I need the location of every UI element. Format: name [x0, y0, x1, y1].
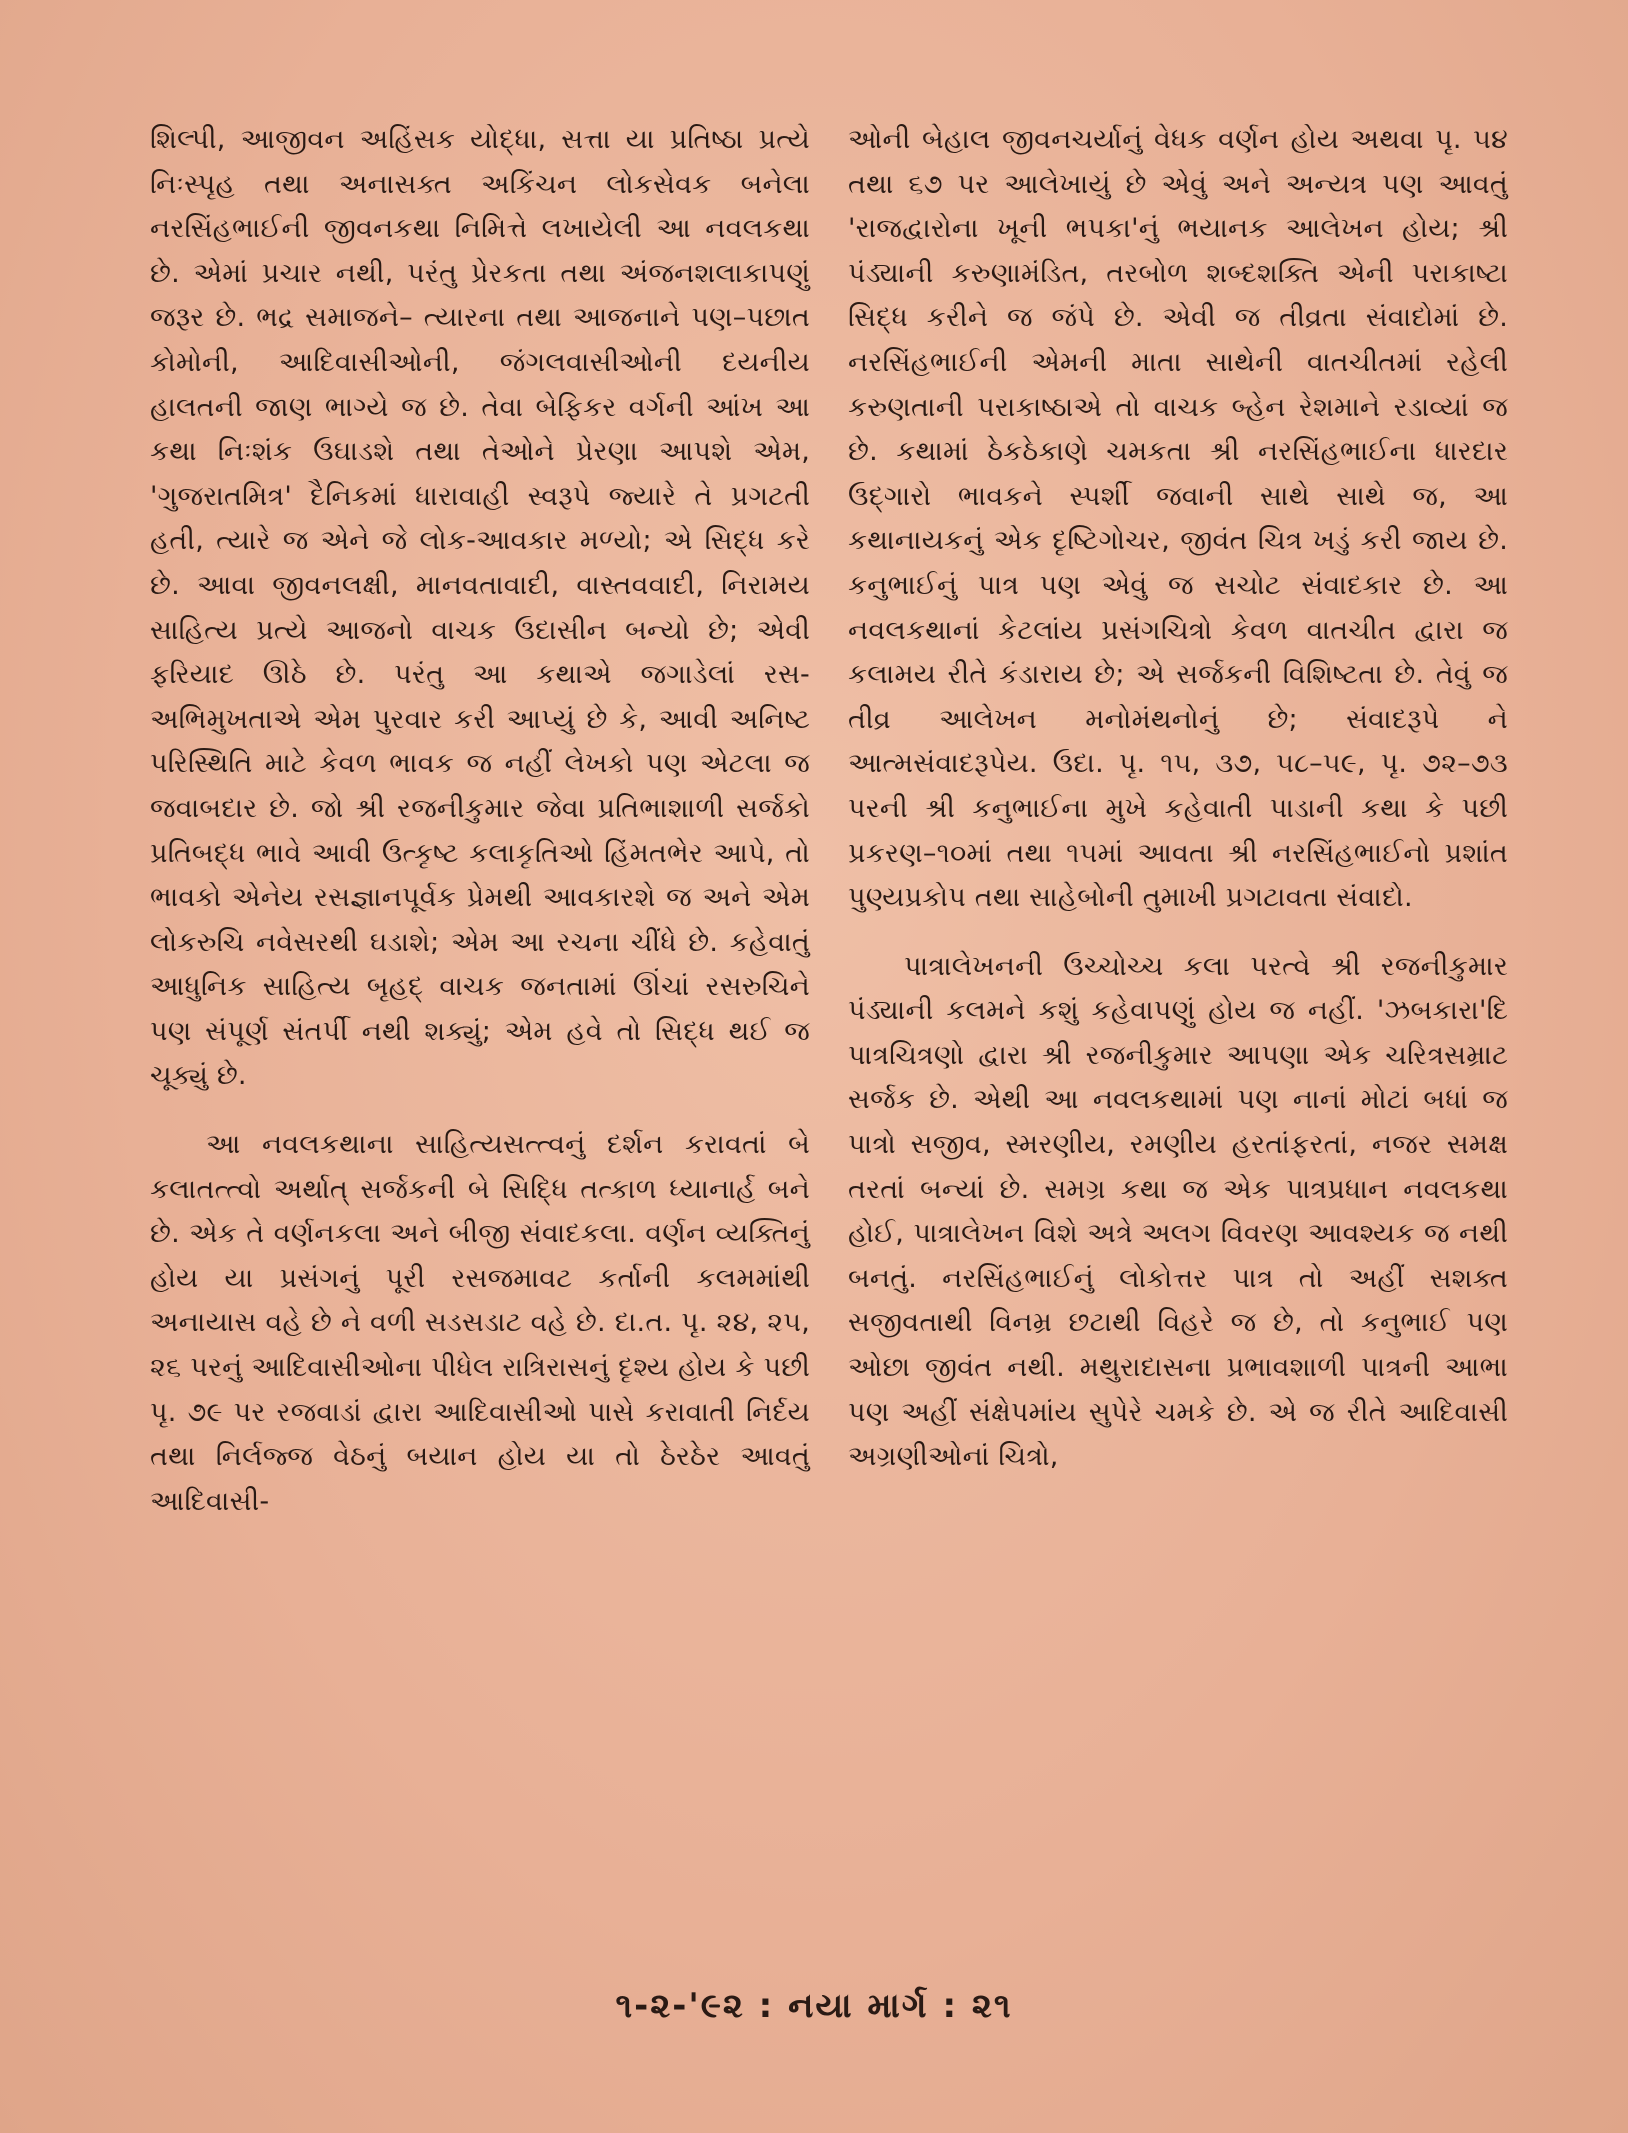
right-paragraph-1: ઓની બેહાલ જીવનચર્યાનું વેધક વર્ણન હોય અથવા પૃ. ૫૪ તથા ૬૭ પર આલેખાયું છે એવું અને અન્યત્ર પણ આવતું 'રાજદ્વારોના ખૂની ભપકા'નું ભયાનક આલેખન હોય; શ્રી પંડ્યાની કરુણામંડિત, તરબોળ શબ્દશક્તિ એની પરાકાષ્ટા સિદ્ધ કરીને જ જંપે છે. એવી જ તીવ્રતા સંવાદોમાં છે. નરસિંહભાઈની એમની માતા સાથેની વાતચીતમાં રહેલી કરુણતાની પરાકાષ્ઠાએ તો વાચક બ્હેન રેશમાને રડાવ્યાં જ છે. કથામાં ઠેકઠેકાણે ચમકતા શ્રી નરસિંહભાઈના ધારદાર ઉદ્ગારો ભાવકને સ્પર્શી જવાની સાથે સાથે જ, આ કથાનાયકનું એક દૃષ્ટિગોચર, જીવંત ચિત્ર ખડું કરી જાય છે. કનુભાઈનું પાત્ર પણ એવું જ સચોટ સંવાદકાર છે. આ નવલકથાનાં કેટલાંય પ્રસંગચિત્રો કેવળ વાતચીત દ્વારા જ કલામય રીતે કંડારાય છે; એ સર્જકની વિશિષ્ટતા છે. તેવું જ તીવ્ર આલેખન મનોમંથનોનું છે; સંવાદરૂપે ને આત્મસંવાદરૂપેય. ઉદા. પૃ. ૧૫, ૩૭, ૫૮–૫૯, પૃ. ૭૨–૭૩ પરની શ્રી કનુભાઈના મુખે કહેવાતી પાડાની કથા કે પછી પ્રકરણ–૧૦માં તથા ૧૫માં આવતા શ્રી નરસિંહભાઈનો પ્રશાંત પુણ્યપ્રકોપ તથા સાહેબોની તુમાખી પ્રગટાવતા સંવાદો.: [848, 124, 1508, 914]
left-paragraph-2: આ નવલકથાના સાહિત્યસત્ત્વનું દર્શન કરાવતાં બે કલાતત્ત્વો અર્થાત્ સર્જકની બે સિદ્ધિ તત્કાળ ધ્યાનાર્હ બને છે. એક તે વર્ણનકલા અને બીજી સંવાદકલા. વર્ણન વ્યક્તિનું હોય યા પ્રસંગનું પૂરી રસજમાવટ કર્તાની કલમમાંથી અનાયાસ વહે છે ને વળી સડસડાટ વહે છે. દા.ત. પૃ. ૨૪, ૨૫, ૨૬ પરનું આદિવાસીઓના પીધેલ રાત્રિરાસનું દૃશ્ય હોય કે પછી પૃ. ૭૯ પર રજવાડાં દ્વારા આદિવાસીઓ પાસે કરાવાતી નિર્દય તથા નિર્લજ્જ વેઠનું બયાન હોય યા તો ઠેરઠેર આવતું આદિવાસી-: [150, 1129, 810, 1517]
right-text-column: [848, 118, 1508, 1480]
left-text-column: [150, 118, 810, 1524]
right-paragraph-2: પાત્રાલેખનની ઉચ્ચોચ્ચ કલા પરત્વે શ્રી રજનીકુમાર પંડ્યાની કલમને કશું કહેવાપણું હોય જ નહીં. 'ઝબકારા'દિ પાત્રચિત્રણો દ્વારા શ્રી રજનીકુમાર આપણા એક ચરિત્રસમ્રાટ સર્જક છે. એથી આ નવલકથામાં પણ નાનાં મોટાં બધાં જ પાત્રો સજીવ, સ્મરણીય, રમણીય હરતાંફરતાં, નજર સમક્ષ તરતાં બન્યાં છે. સમગ્ર કથા જ એક પાત્રપ્રધાન નવલકથા હોઈ, પાત્રાલેખન વિશે અત્રે અલગ વિવરણ આવશ્યક જ નથી બનતું. નરસિંહભાઈનું લોકોત્તર પાત્ર તો અહીં સશક્ત સજીવતાથી વિનમ્ર છટાથી વિહરે જ છે, તો કનુભાઈ પણ ઓછા જીવંત નથી. મથુરાદાસના પ્રભાવશાળી પાત્રની આભા પણ અહીં સંક્ષેપમાંય સુપેરે ચમકે છે. એ જ રીતે આદિવાસી અગ્રણીઓનાં ચિત્રો,: [848, 950, 1509, 1473]
page-footer: ૧-૨-'૯૨ : નયા માર્ગ : ૨૧: [615, 1986, 1013, 2026]
left-paragraph-1: શિલ્પી, આજીવન અહિંસક યોદ્ધા, સત્તા યા પ્રતિષ્ઠા પ્રત્યે નિઃસ્પૃહ તથા અનાસક્ત અકિંચન લોકસેવક બનેલા નરસિંહભાઈની જીવનકથા નિમિત્તે લખાયેલી આ નવલકથા છે. એમાં પ્રચાર નથી, પરંતુ પ્રેરકતા તથા અંજનશલાકાપણું જરૂર છે. ભદ્ર સમાજને– ત્યારના તથા આજનાને પણ–પછાત કોમોની, આદિવાસીઓની, જંગલવાસીઓની દયનીય હાલતની જાણ ભાગ્યે જ છે. તેવા બેફિકર વર્ગની આંખ આ કથા નિઃશંક ઉઘાડશે તથા તેઓને પ્રેરણા આપશે એમ, 'ગુજરાતમિત્ર' દૈનિકમાં ધારાવાહી સ્વરૂપે જ્યારે તે પ્રગટતી હતી, ત્યારે જ એને જે લોક-આવકાર મળ્યો; એ સિદ્ધ કરે છે. આવા જીવનલક્ષી, માનવતાવાદી, વાસ્તવવાદી, નિરામય સાહિત્ય પ્રત્યે આજનો વાચક ઉદાસીન બન્યો છે; એવી ફરિયાદ ઊઠે છે. પરંતુ આ કથાએ જગાડેલાં રસ-અભિમુખતાએ એમ પુરવાર કરી આપ્યું છે કે, આવી અનિષ્ટ પરિસ્થિતિ માટે કેવળ ભાવક જ નહીં લેખકો પણ એટલા જ જવાબદાર છે. જો શ્રી રજનીકુમાર જેવા પ્રતિભાશાળી સર્જકો પ્રતિબદ્ધ ભાવે આવી ઉત્કૃષ્ટ કલાકૃતિઓ હિંમતભેર આપે, તો ભાવકો એનેય રસજ્ઞાનપૂર્વક પ્રેમથી આવકારશે જ અને એમ લોકરુચિ નવેસરથી ઘડાશે; એમ આ રચના ચીંધે છે. કહેવાતું આધુનિક સાહિત્ય બૃહદ્ વાચક જનતામાં ઊંચાં રસરુચિને પણ સંપૂર્ણ સંતર્પી નથી શક્યું; એમ હવે તો સિદ્ધ થઈ જ ચૂક્યું છે.: [150, 124, 810, 1092]
